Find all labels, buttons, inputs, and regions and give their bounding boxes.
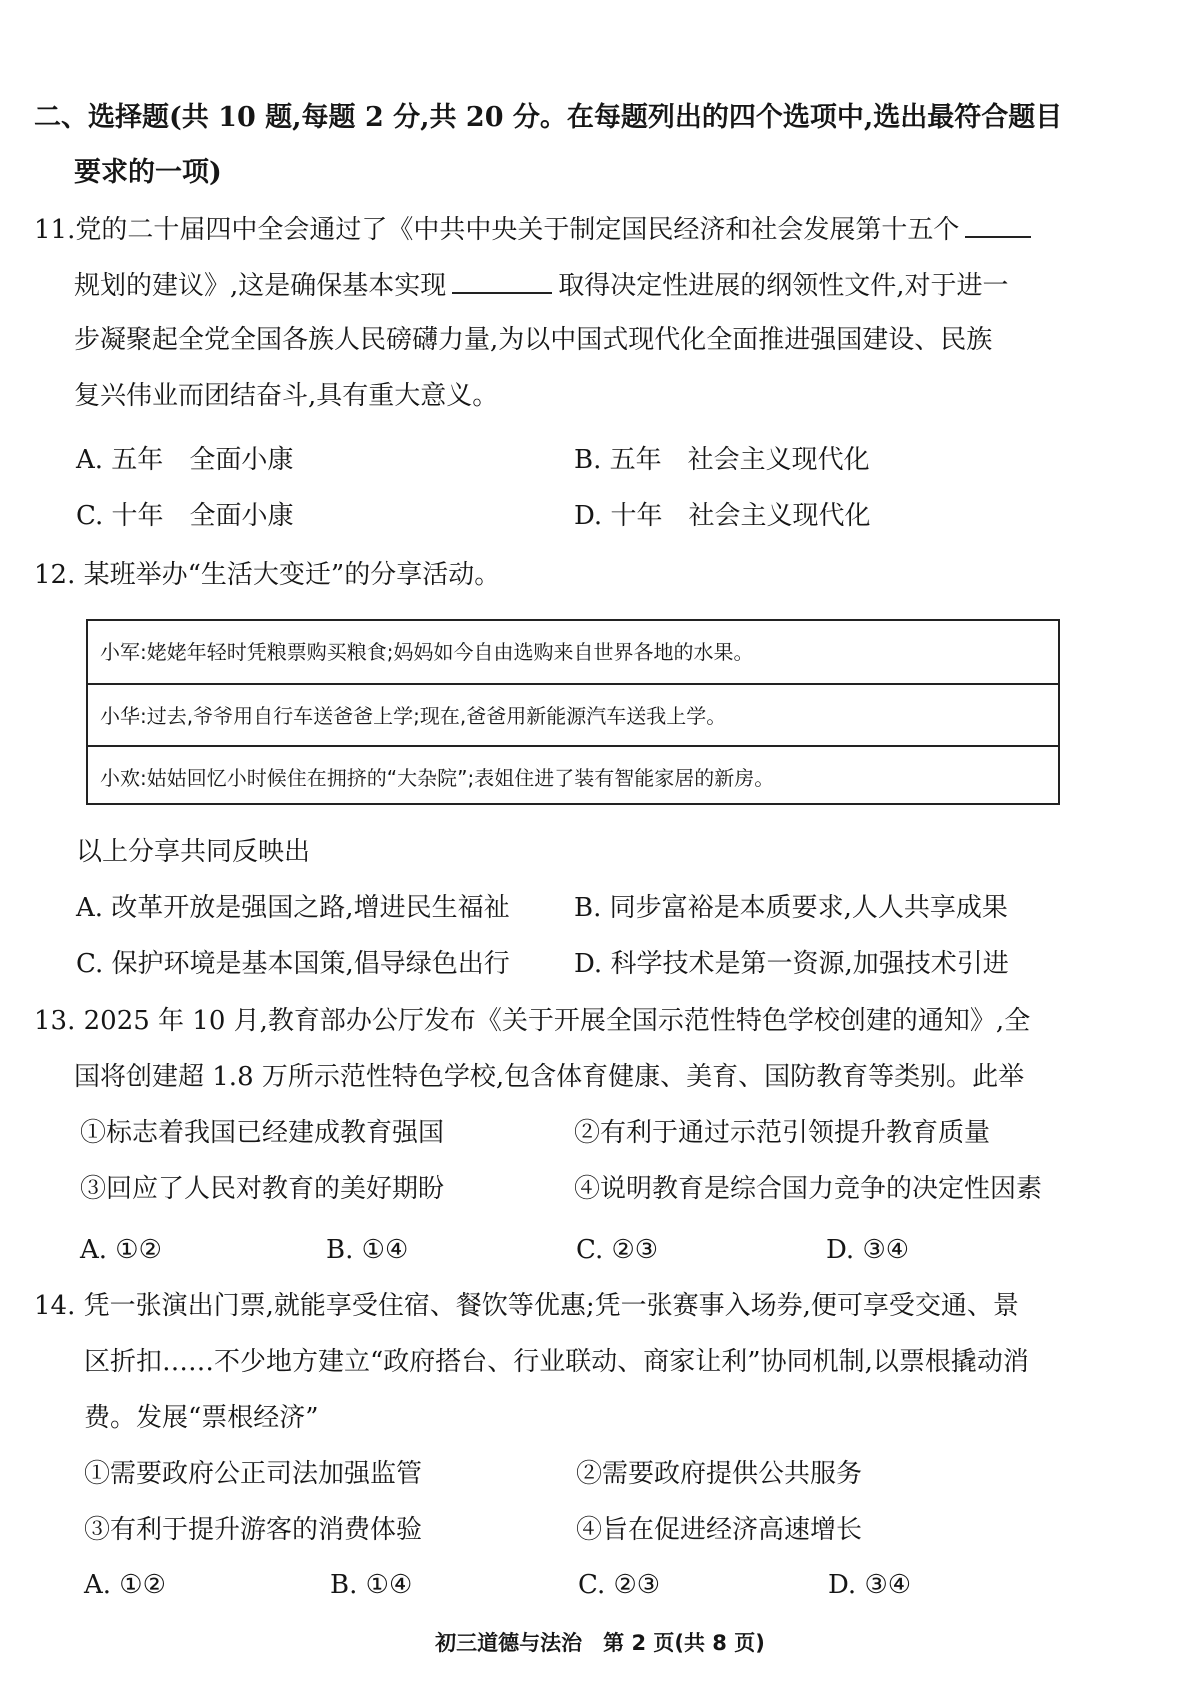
section-title-line2: 要求的一项) — [74, 157, 222, 188]
q11-option-b[interactable] — [574, 442, 870, 478]
table-row: 小军:姥姥年轻时凭粮票购买粮食;妈妈如今自由选购来自世界各地的水果。 — [100, 640, 754, 664]
q11-line2-text-a: 规划的建议》,这是确保基本实现 — [74, 271, 447, 301]
table-row: 小欢:姑姑回忆小时候住在拥挤的“大杂院”;表姐住进了装有智能家居的新房。 — [88, 745, 1058, 807]
q13-option-b[interactable]: B. ①④ — [326, 1235, 409, 1265]
q13-line2: 国将创建超 1.8 万所示范性特色学校,包含体育健康、美育、国防教育等类别。此举 — [74, 1062, 1025, 1092]
q11-line2 — [74, 266, 1009, 304]
option-text: 社会主义现代化 — [687, 445, 870, 475]
q12-option-b[interactable]: B. 同步富裕是本质要求,人人共享成果 — [574, 893, 1008, 923]
table-row: 小华:过去,爷爷用自行车送爸爸上学;现在,爸爸用新能源汽车送我上学。 — [88, 683, 1058, 745]
option-text: 全面小康 — [189, 445, 294, 475]
option-label: A. 五年 — [76, 445, 164, 475]
section-title-line1: 二、选择题(共 10 题,每题 2 分,共 20 分。在每题列出的四个选项中,选出最符合题目 — [34, 102, 1063, 133]
option-label: C. 十年 — [76, 501, 164, 531]
q12-option-a[interactable]: A. 改革开放是强国之路,增进民生福祉 — [76, 893, 510, 923]
q14-line2: 区折扣……不少地方建立“政府搭台、行业联动、商家让利”协同机制,以票根撬动消 — [84, 1347, 1029, 1377]
q13-statement-3: ③回应了人民对教育的美好期盼 — [80, 1174, 445, 1204]
q14-statement-2: ②需要政府提供公共服务 — [576, 1459, 863, 1489]
q11-blank-2 — [452, 266, 552, 294]
q12-option-d[interactable]: D. 科学技术是第一资源,加强技术引进 — [574, 949, 1009, 979]
q13-line1: 13. 2025 年 10 月,教育部办公厅发布《关于开展全国示范性特色学校创建的通知》,全 — [34, 1006, 1031, 1036]
q13-statement-1: ①标志着我国已经建成教育强国 — [80, 1118, 445, 1148]
q12-sharing-table — [86, 619, 1060, 805]
q11-blank-1 — [965, 210, 1031, 238]
q11-option-a[interactable] — [76, 442, 293, 478]
q11-line2-text-b: 取得决定性进展的纲领性文件,对于进一 — [558, 271, 1009, 301]
q11-line1 — [34, 210, 1031, 248]
q13-statement-2: ②有利于通过示范引领提升教育质量 — [574, 1118, 991, 1148]
q14-statement-3: ③有利于提升游客的消费体验 — [84, 1515, 423, 1545]
option-text: 社会主义现代化 — [688, 501, 871, 531]
q11-number: 11. — [34, 215, 76, 245]
q14-option-b[interactable]: B. ①④ — [330, 1570, 413, 1600]
q11-option-c[interactable] — [76, 498, 294, 534]
q14-option-d[interactable]: D. ③④ — [828, 1570, 912, 1600]
q14-option-a[interactable]: A. ①② — [84, 1570, 166, 1600]
q14-line1: 14. 凭一张演出门票,就能享受住宿、餐饮等优惠;凭一张赛事入场券,便可享受交通、景 — [34, 1291, 1019, 1321]
option-label: D. 十年 — [574, 501, 663, 531]
q11-line4: 复兴伟业而团结奋斗,具有重大意义。 — [74, 381, 499, 411]
q14-statement-4: ④旨在促进经济高速增长 — [576, 1515, 863, 1545]
q12-stem: 12. 某班举办“生活大变迁”的分享活动。 — [34, 560, 501, 590]
option-text: 全面小康 — [189, 501, 294, 531]
q11-option-d[interactable] — [574, 498, 870, 534]
page-footer: 初三道德与法治 第 2 页(共 8 页) — [435, 1631, 765, 1655]
q14-statement-1: ①需要政府公正司法加强监管 — [84, 1459, 423, 1489]
option-label: B. 五年 — [574, 445, 662, 475]
q14-option-c[interactable]: C. ②③ — [578, 1570, 661, 1600]
q11-line1-text: 党的二十届四中全会通过了《中共中央关于制定国民经济和社会发展第十五个 — [75, 215, 960, 245]
q12-option-c[interactable]: C. 保护环境是基本国策,倡导绿色出行 — [76, 949, 510, 979]
q13-option-a[interactable]: A. ①② — [80, 1235, 162, 1265]
q13-statement-4: ④说明教育是综合国力竞争的决定性因素 — [574, 1174, 1043, 1204]
q14-line3: 费。发展“票根经济” — [84, 1403, 319, 1433]
q13-option-d[interactable]: D. ③④ — [826, 1235, 910, 1265]
q11-line3: 步凝聚起全党全国各族人民磅礴力量,为以中国式现代化全面推进强国建设、民族 — [74, 325, 993, 355]
q12-question: 以上分享共同反映出 — [76, 837, 311, 867]
q13-option-c[interactable]: C. ②③ — [576, 1235, 659, 1265]
